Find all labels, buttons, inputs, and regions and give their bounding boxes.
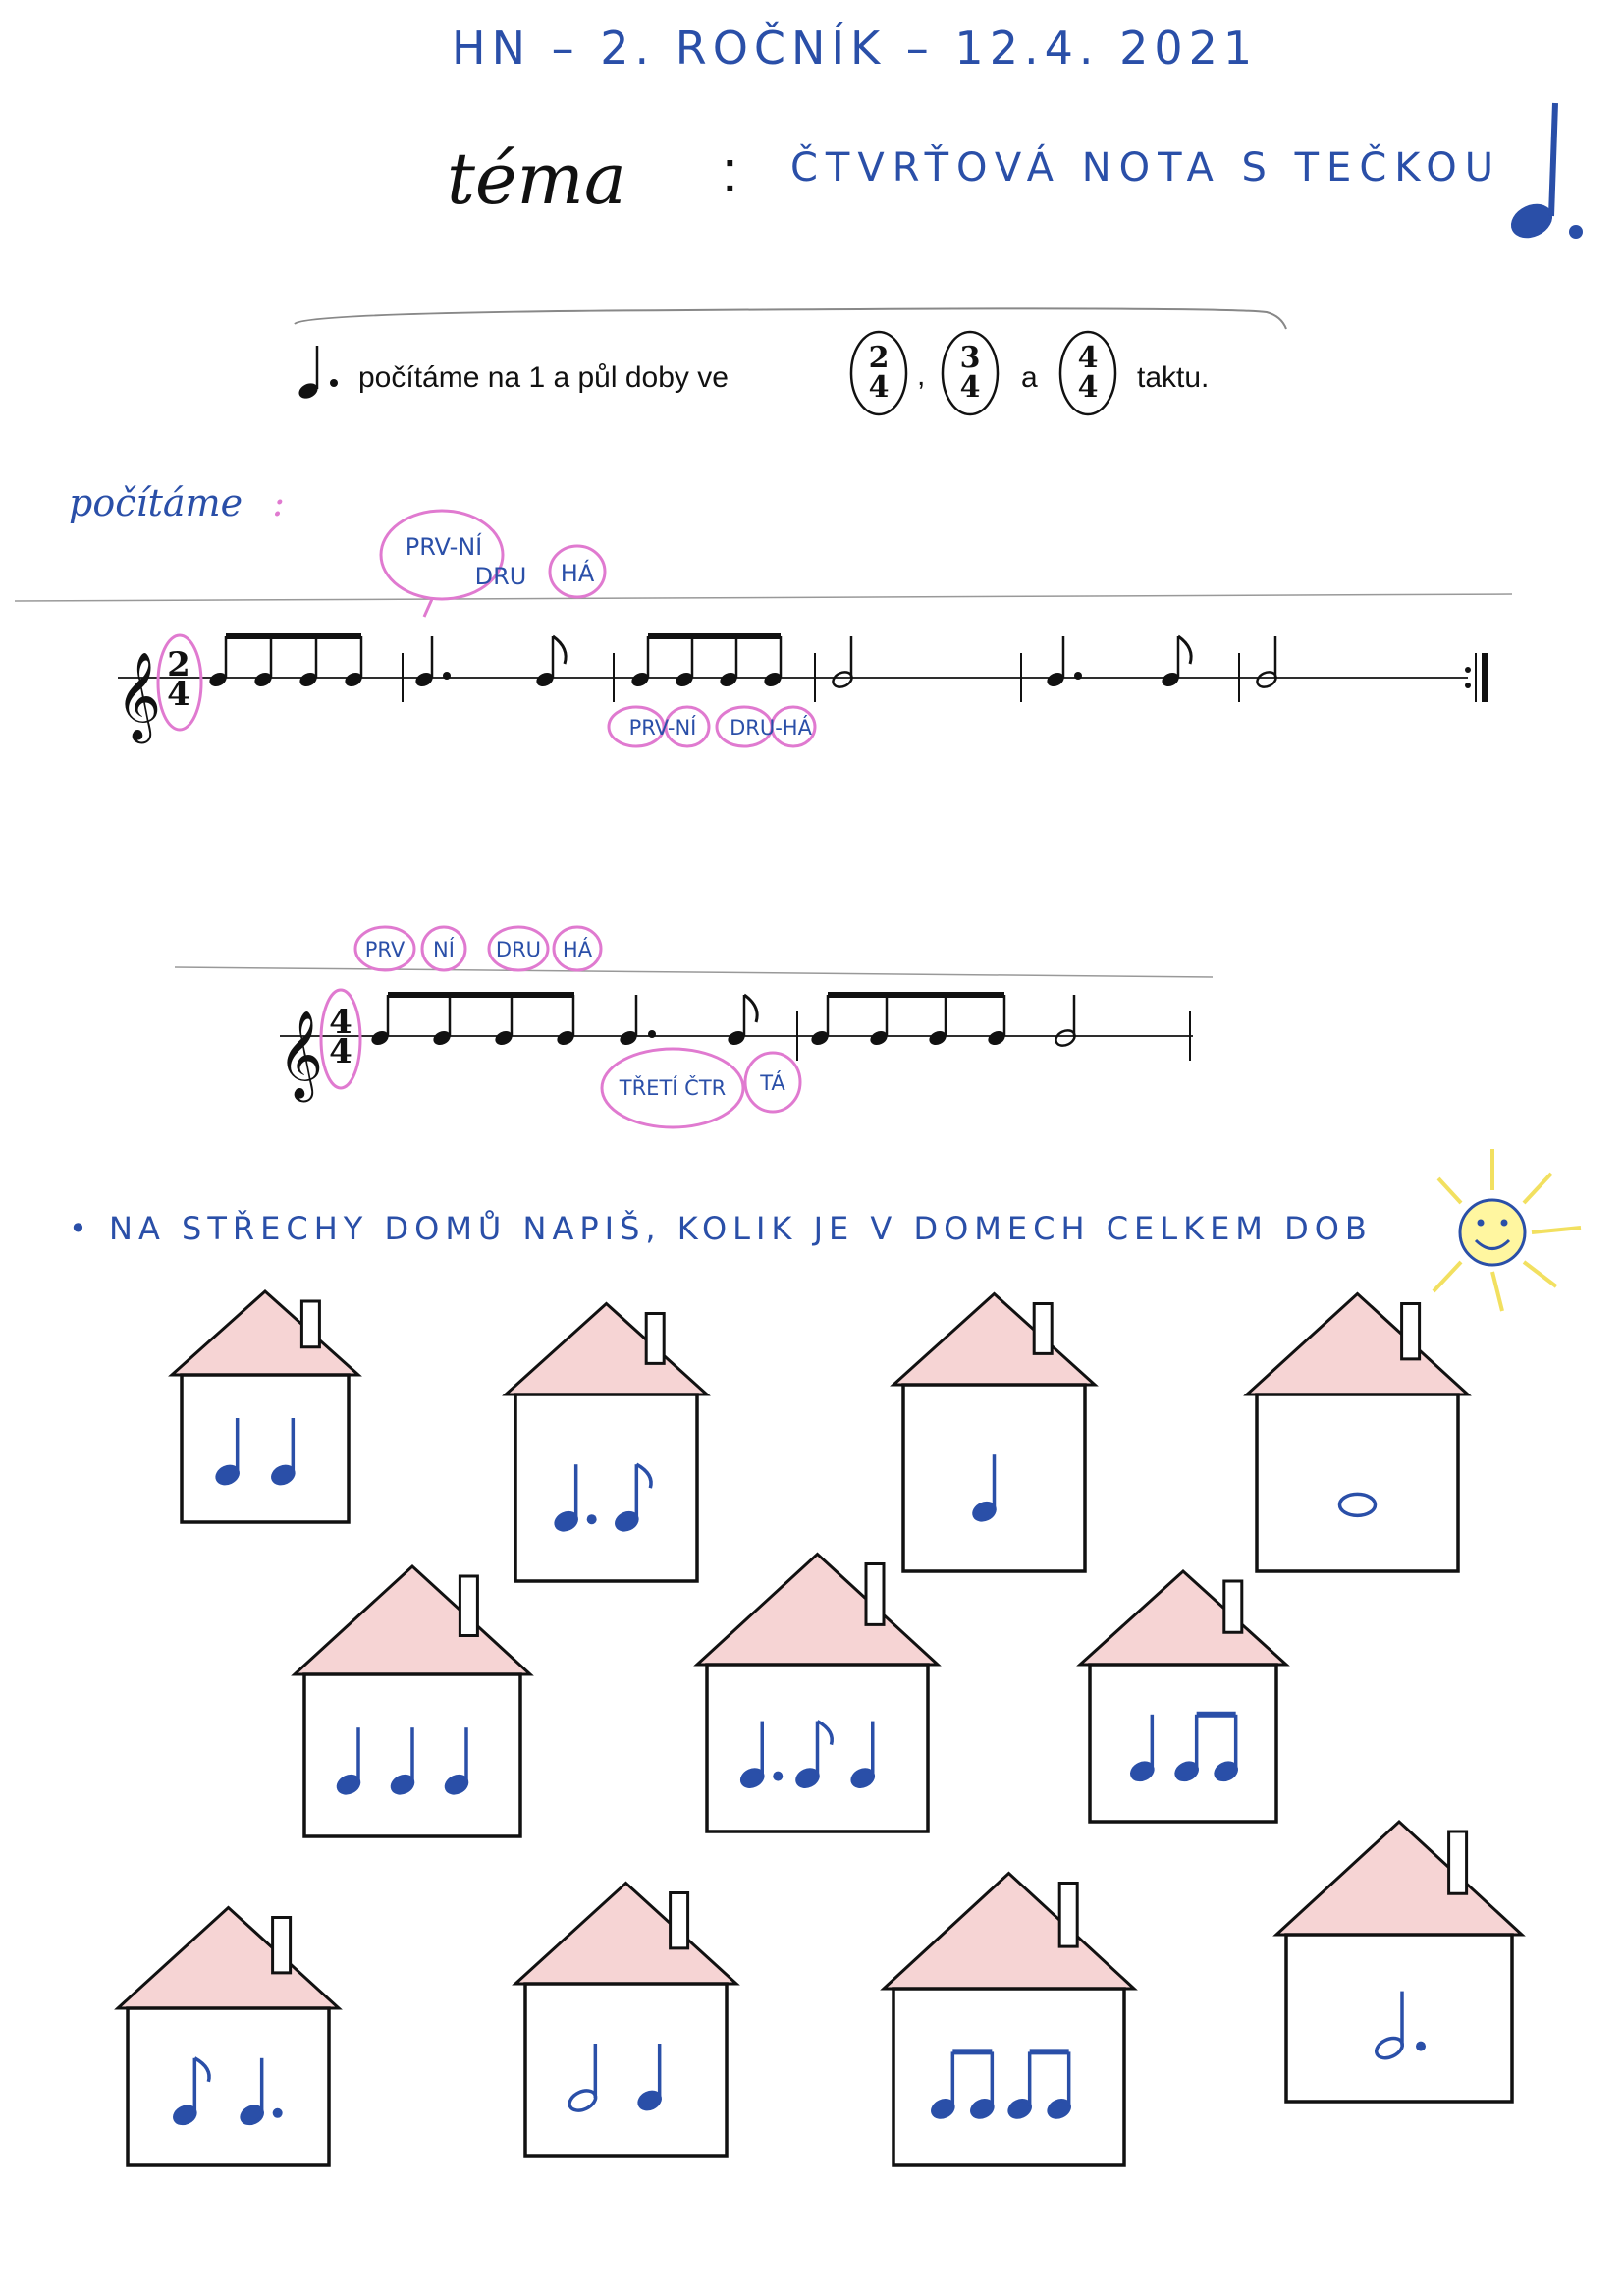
roof-answer-slot[interactable]: [1333, 1339, 1382, 1369]
roof-answer-slot[interactable]: [582, 1344, 631, 1374]
house-8: [118, 1908, 339, 2166]
roof-answer-slot[interactable]: [602, 1929, 651, 1958]
house-11: [1276, 1822, 1522, 2102]
staff1-syl-bottom-druha: DRU-HÁ: [730, 716, 812, 739]
staff1-syl-dru: DRU: [474, 563, 527, 590]
counting-colon: :: [272, 481, 285, 524]
roof-answer-slot[interactable]: [793, 1604, 842, 1633]
rule-comma: ,: [917, 359, 926, 392]
house-4: [1247, 1294, 1468, 1572]
roof-answer-slot[interactable]: [985, 1925, 1034, 1954]
staff2-ts-top: 4: [329, 1003, 352, 1042]
staff-2: [175, 927, 1213, 1127]
dotted-quarter-symbol: [297, 346, 338, 402]
ts-2-4-bottom: 4: [868, 370, 890, 405]
sun-icon: [1434, 1149, 1581, 1311]
staff1-syl-prvni: PRV-NÍ: [405, 533, 483, 561]
treble-clef-icon: 𝄞: [116, 652, 162, 740]
time-signature-3-4: [943, 332, 998, 414]
staff1-ts-top: 2: [167, 645, 190, 684]
house-2: [506, 1304, 707, 1582]
ts-3-4-bottom: 4: [959, 370, 981, 405]
time-signature-2-4: [851, 332, 906, 414]
ts-4-4-top: 4: [1077, 341, 1099, 375]
worksheet-header: HN – 2. ROČNÍK – 12.4. 2021: [452, 22, 1259, 75]
staff2-syl-ta: TÁ: [760, 1071, 785, 1095]
time-signature-4-4: [1060, 332, 1115, 414]
topic-title: ČTVRŤOVÁ NOTA S TEČKOU: [790, 145, 1502, 191]
staff2-syl-prv: PRV: [364, 938, 406, 961]
rule-box: [295, 308, 1286, 414]
house-10: [884, 1874, 1134, 2166]
roof-answer-slot[interactable]: [1159, 1613, 1208, 1643]
task-instruction: • NA STŘECHY DOMŮ NAPIŠ, KOLIK JE V DOMECH CELKEM DOB: [69, 1210, 1373, 1247]
treble-clef-icon: 𝄞: [278, 1011, 324, 1099]
house-3: [893, 1294, 1095, 1572]
roof-answer-slot[interactable]: [241, 1329, 290, 1358]
roof-answer-slot[interactable]: [970, 1335, 1019, 1364]
staff1-ts-bottom: 4: [167, 675, 190, 714]
staff2-syl-ni: NÍ: [433, 938, 455, 961]
house-6: [697, 1555, 938, 1832]
title-dotted-quarter-icon: [1505, 103, 1583, 245]
house-1: [172, 1291, 358, 1522]
topic-colon: :: [722, 138, 738, 204]
house-5: [295, 1566, 530, 1836]
staff1-syl-ha: HÁ: [560, 560, 595, 587]
ts-2-4-top: 2: [868, 341, 890, 375]
houses: [118, 1291, 1522, 2165]
house-7: [1080, 1571, 1286, 1822]
staff2-syl-ha: HÁ: [562, 938, 593, 961]
roof-answer-slot[interactable]: [388, 1615, 437, 1645]
ts-3-4-top: 3: [959, 341, 981, 375]
staff1-syl-bottom-prvni: PRV-NÍ: [628, 716, 697, 739]
rule-text: počítáme na 1 a půl doby ve: [358, 361, 729, 394]
rule-conjunction: a: [1021, 361, 1038, 394]
counting-label-text: počítáme: [69, 481, 243, 524]
house-9: [515, 1884, 736, 2157]
staff2-syl-treti-ctr: TŘETÍ ČTR: [619, 1076, 727, 1100]
roof-answer-slot[interactable]: [1375, 1873, 1424, 1902]
topic-label: téma: [447, 137, 626, 220]
staff2-ts-bottom: 4: [329, 1032, 352, 1071]
rule-suffix: taktu.: [1137, 361, 1210, 394]
roof-answer-slot[interactable]: [204, 1953, 253, 1983]
staff2-syl-dru: DRU: [495, 938, 542, 961]
ts-4-4-bottom: 4: [1077, 370, 1099, 405]
staff-1: [15, 511, 1512, 746]
